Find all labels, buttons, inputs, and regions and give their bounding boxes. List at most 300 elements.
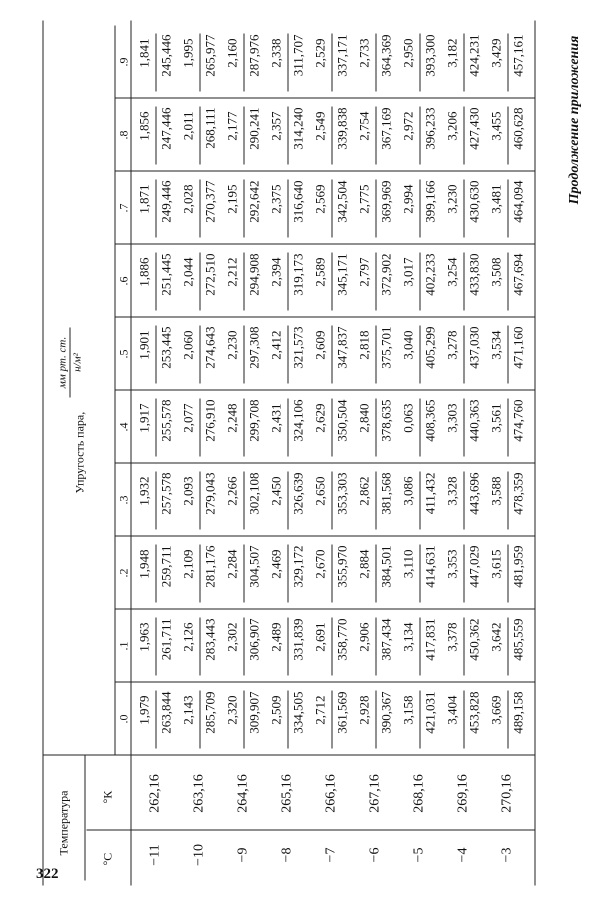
pressure-mmhg: 3,642 xyxy=(488,622,504,652)
pressure-mmhg: 1,901 xyxy=(136,330,152,360)
pressure-cell xyxy=(223,471,269,531)
fraction-bar xyxy=(200,326,201,384)
pressure-pa: 437,030 xyxy=(466,326,482,369)
temperature-pressure-divider xyxy=(43,755,535,756)
pressure-cell xyxy=(267,544,313,604)
fraction-bar xyxy=(200,618,201,676)
pressure-cell xyxy=(223,252,269,312)
fraction-bar xyxy=(244,326,245,384)
fraction-bar xyxy=(420,472,421,530)
pressure-cell xyxy=(267,617,313,677)
pressure-mmhg: 3,278 xyxy=(444,330,460,360)
pressure-mmhg: 2,589 xyxy=(312,257,328,287)
fraction-bar xyxy=(288,107,289,165)
pressure-cell xyxy=(267,325,313,385)
fraction-bar xyxy=(288,34,289,92)
pressure-cell xyxy=(399,544,445,604)
fraction-bar xyxy=(420,34,421,92)
pressure-pa: 249,446 xyxy=(158,180,174,223)
pressure-cell xyxy=(399,690,445,750)
pressure-mmhg: 3,353 xyxy=(444,549,460,579)
pressure-pa: 345,171 xyxy=(334,253,350,296)
pressure-mmhg: 1,917 xyxy=(136,403,152,433)
pressure-pa: 314,240 xyxy=(290,107,306,150)
pressure-pa: 294,908 xyxy=(246,253,262,296)
pressure-mmhg: 3,561 xyxy=(488,403,504,433)
pressure-cell xyxy=(487,106,533,166)
pressure-cell xyxy=(135,398,181,458)
pressure-cell xyxy=(355,33,401,93)
kelvin-cell: 263,16 xyxy=(191,774,207,813)
fraction-bar xyxy=(420,326,421,384)
fraction-bar xyxy=(156,618,157,676)
pressure-mmhg: 2,320 xyxy=(224,695,240,725)
pressure-pa: 489,158 xyxy=(510,691,526,734)
pressure-mmhg: 1,856 xyxy=(136,111,152,141)
pressure-pa: 350,504 xyxy=(334,399,350,442)
decimal-col-header: .6 xyxy=(116,276,131,286)
temperature-subheader-rule xyxy=(85,756,86,881)
fraction-bar xyxy=(376,326,377,384)
fraction-bar xyxy=(156,691,157,749)
pressure-mmhg: 2,357 xyxy=(268,111,284,141)
fraction-bar xyxy=(288,253,289,311)
kelvin-cell: 264,16 xyxy=(235,774,251,813)
pressure-mmhg: 3,134 xyxy=(400,622,416,652)
pressure-cell xyxy=(267,252,313,312)
pressure-cell xyxy=(399,106,445,166)
pressure-cell xyxy=(135,617,181,677)
pressure-cell xyxy=(443,398,489,458)
pressure-pa: 453,828 xyxy=(466,691,482,734)
pressure-cell xyxy=(267,690,313,750)
pressure-cell xyxy=(135,179,181,239)
fraction-bar xyxy=(288,326,289,384)
pressure-cell xyxy=(399,398,445,458)
pressure-cell xyxy=(179,544,225,604)
pressure-cell xyxy=(487,179,533,239)
pressure-pa: 378,635 xyxy=(378,399,394,442)
pressure-cell xyxy=(223,398,269,458)
pressure-pa: 257,578 xyxy=(158,472,174,515)
pressure-cell xyxy=(223,690,269,750)
pressure-pa: 464,094 xyxy=(510,180,526,223)
pressure-mmhg: 2,994 xyxy=(400,184,416,214)
pressure-mmhg: 3,669 xyxy=(488,695,504,725)
decimal-col-header: .7 xyxy=(116,203,131,213)
pressure-mmhg: 2,060 xyxy=(180,330,196,360)
fraction-bar xyxy=(200,107,201,165)
table-top-rule xyxy=(43,21,44,886)
fraction-bar xyxy=(156,34,157,92)
kelvin-cell: 265,16 xyxy=(279,774,295,813)
kelvin-cell: 268,16 xyxy=(411,774,427,813)
pressure-cell xyxy=(179,252,225,312)
decimal-col-header: .0 xyxy=(116,714,131,724)
pressure-mmhg: 3,206 xyxy=(444,111,460,141)
pressure-cell xyxy=(443,33,489,93)
fraction-bar xyxy=(156,253,157,311)
celsius-cell: −7 xyxy=(323,847,339,863)
fraction-bar xyxy=(200,545,201,603)
fraction-bar xyxy=(244,618,245,676)
pressure-cell xyxy=(443,471,489,531)
fraction-bar xyxy=(156,545,157,603)
pressure-cell xyxy=(487,252,533,312)
pressure-mmhg: 2,028 xyxy=(180,184,196,214)
pressure-pa: 433,830 xyxy=(466,253,482,296)
pressure-pa: 381,568 xyxy=(378,472,394,515)
pressure-pa: 292,642 xyxy=(246,180,262,223)
decimal-col-header: .3 xyxy=(116,495,131,505)
pressure-cell xyxy=(487,690,533,750)
pressure-pa: 309,907 xyxy=(246,691,262,734)
pressure-cell xyxy=(267,33,313,93)
fraction-bar xyxy=(244,691,245,749)
pressure-pa: 329,172 xyxy=(290,545,306,588)
pressure-mmhg: 2,797 xyxy=(356,257,372,287)
kelvin-cell: 262,16 xyxy=(147,774,163,813)
fraction-bar xyxy=(508,472,509,530)
pressure-cell xyxy=(355,106,401,166)
fraction-bar xyxy=(376,545,377,603)
kelvin-cell: 266,16 xyxy=(323,774,339,813)
pressure-mmhg: 2,266 xyxy=(224,476,240,506)
pressure-pa: 457,161 xyxy=(510,34,526,77)
pressure-mmhg: 2,143 xyxy=(180,695,196,725)
pressure-cell xyxy=(267,179,313,239)
fraction-bar xyxy=(376,107,377,165)
fraction-bar xyxy=(200,691,201,749)
pressure-cell xyxy=(355,690,401,750)
fraction-bar xyxy=(420,691,421,749)
fraction-bar xyxy=(244,472,245,530)
pressure-cell xyxy=(135,106,181,166)
pressure-mmhg: 3,615 xyxy=(488,549,504,579)
fraction-bar xyxy=(288,618,289,676)
pressure-cell xyxy=(223,179,269,239)
running-head xyxy=(565,20,585,220)
pressure-mmhg: 2,375 xyxy=(268,184,284,214)
fraction-bar xyxy=(332,34,333,92)
pressure-cell xyxy=(135,33,181,93)
pressure-cell xyxy=(223,325,269,385)
pressure-cell xyxy=(311,617,357,677)
pressure-cell xyxy=(399,471,445,531)
fraction-bar xyxy=(420,399,421,457)
fraction-bar xyxy=(464,472,465,530)
pressure-mmhg: 3,040 xyxy=(400,330,416,360)
pressure-cell xyxy=(399,252,445,312)
pressure-pa: 440,363 xyxy=(466,399,482,442)
pressure-pa: 263,844 xyxy=(158,691,174,734)
pressure-cell xyxy=(179,471,225,531)
pressure-mmhg: 2,450 xyxy=(268,476,284,506)
pressure-pa: 265,977 xyxy=(202,34,218,77)
pressure-pa: 474,760 xyxy=(510,399,526,442)
fraction-bar xyxy=(464,545,465,603)
pressure-pa: 478,359 xyxy=(510,472,526,515)
pressure-pa: 384,501 xyxy=(378,545,394,588)
pressure-cell xyxy=(135,325,181,385)
pressure-cell xyxy=(311,544,357,604)
pressure-pa: 347,837 xyxy=(334,326,350,369)
fraction-bar xyxy=(420,618,421,676)
pressure-pa: 411,432 xyxy=(422,472,438,515)
pressure-mmhg: 2,248 xyxy=(224,403,240,433)
pressure-mmhg: 3,182 xyxy=(444,38,460,68)
fraction-bar xyxy=(200,253,201,311)
pressure-pa: 274,643 xyxy=(202,326,218,369)
pressure-unit-mmhg: мм рт. ст. xyxy=(56,336,69,389)
pressure-cell xyxy=(135,471,181,531)
pressure-mmhg: 2,109 xyxy=(180,549,196,579)
fraction-bar xyxy=(244,253,245,311)
pressure-mmhg: 2,077 xyxy=(180,403,196,433)
pressure-pa: 417,831 xyxy=(422,618,438,661)
pressure-pa: 481,959 xyxy=(510,545,526,588)
pressure-cell xyxy=(443,252,489,312)
kelvin-cell: 269,16 xyxy=(455,774,471,813)
fraction-bar xyxy=(464,107,465,165)
pressure-cell xyxy=(179,690,225,750)
pressure-mmhg: 2,972 xyxy=(400,111,416,141)
pressure-mmhg: 2,691 xyxy=(312,622,328,652)
pressure-pa: 319,173 xyxy=(290,253,306,296)
column-divider xyxy=(115,463,535,464)
pressure-cell xyxy=(311,179,357,239)
pressure-mmhg: 3,110 xyxy=(400,549,416,579)
pressure-cell xyxy=(267,398,313,458)
pressure-pa: 321,573 xyxy=(290,326,306,369)
celsius-header: °С xyxy=(100,852,115,866)
pressure-mmhg: 1,841 xyxy=(136,38,152,68)
fraction-bar xyxy=(288,691,289,749)
fraction-bar xyxy=(332,472,333,530)
fraction-bar xyxy=(508,545,509,603)
pressure-cell xyxy=(487,544,533,604)
pressure-cell xyxy=(179,325,225,385)
celsius-cell: −5 xyxy=(411,847,427,863)
pressure-mmhg: 2,712 xyxy=(312,695,328,725)
pressure-mmhg: 1,948 xyxy=(136,549,152,579)
pressure-cell xyxy=(311,325,357,385)
pressure-cell xyxy=(311,252,357,312)
pressure-pa: 276,910 xyxy=(202,399,218,442)
decimal-col-header: .8 xyxy=(116,130,131,140)
fraction-bar xyxy=(508,618,509,676)
pressure-cell xyxy=(311,106,357,166)
pressure-mmhg: 1,871 xyxy=(136,184,152,214)
pressure-cell xyxy=(311,690,357,750)
fraction-bar xyxy=(332,326,333,384)
fraction-bar xyxy=(244,34,245,92)
pressure-mmhg: 2,840 xyxy=(356,403,372,433)
pressure-mmhg: 3,328 xyxy=(444,476,460,506)
fraction-bar xyxy=(288,399,289,457)
pressure-pa: 460,628 xyxy=(510,107,526,150)
pressure-cell xyxy=(443,690,489,750)
decimal-col-header: .2 xyxy=(116,568,131,578)
pressure-pa: 447,029 xyxy=(466,545,482,588)
pressure-cell xyxy=(355,617,401,677)
fraction-bar xyxy=(332,253,333,311)
celsius-kelvin-divider xyxy=(87,830,535,831)
fraction-bar xyxy=(464,326,465,384)
pressure-cell xyxy=(135,252,181,312)
pressure-cell xyxy=(223,106,269,166)
pressure-cell xyxy=(311,471,357,531)
pressure-mmhg: 3,588 xyxy=(488,476,504,506)
pressure-pa: 247,446 xyxy=(158,107,174,150)
fraction-bar xyxy=(332,399,333,457)
pressure-cell xyxy=(487,471,533,531)
pressure-pa: 372,902 xyxy=(378,253,394,296)
column-divider xyxy=(115,98,535,99)
pressure-mmhg: 2,126 xyxy=(180,622,196,652)
kelvin-cell: 270,16 xyxy=(499,774,515,813)
pressure-pa: 443,696 xyxy=(466,472,482,515)
fraction-bar xyxy=(464,34,465,92)
pressure-pa: 421,031 xyxy=(422,691,438,734)
pressure-pa: 367,169 xyxy=(378,107,394,150)
pressure-cell xyxy=(267,106,313,166)
pressure-pa: 467,694 xyxy=(510,253,526,296)
pressure-pa: 414,631 xyxy=(422,545,438,588)
pressure-mmhg: 2,928 xyxy=(356,695,372,725)
decimal-col-header: .9 xyxy=(116,57,131,67)
pressure-pa: 287,976 xyxy=(246,34,262,77)
fraction-bar xyxy=(332,107,333,165)
pressure-mmhg: 2,884 xyxy=(356,549,372,579)
pressure-pa: 272,510 xyxy=(202,253,218,296)
pressure-pa: 290,241 xyxy=(246,107,262,150)
fraction-bar xyxy=(156,472,157,530)
column-divider xyxy=(115,317,535,318)
pressure-mmhg: 3,455 xyxy=(488,111,504,141)
pressure-cell xyxy=(355,398,401,458)
column-divider xyxy=(115,390,535,391)
pressure-mmhg: 2,469 xyxy=(268,549,284,579)
fraction-bar xyxy=(376,253,377,311)
pressure-cell xyxy=(179,617,225,677)
fraction-bar xyxy=(464,399,465,457)
pressure-mmhg: 3,534 xyxy=(488,330,504,360)
pressure-cell xyxy=(355,544,401,604)
fraction-bar xyxy=(464,180,465,238)
fraction-bar xyxy=(332,545,333,603)
pressure-pa: 251,445 xyxy=(158,253,174,296)
pressure-cell xyxy=(179,179,225,239)
pressure-pa: 390,367 xyxy=(378,691,394,734)
column-divider xyxy=(115,171,535,172)
pressure-pa: 281,176 xyxy=(202,545,218,588)
pressure-mmhg: 2,569 xyxy=(312,184,328,214)
fraction-bar xyxy=(244,107,245,165)
pressure-pa: 324,106 xyxy=(290,399,306,442)
pressure-mmhg: 2,044 xyxy=(180,257,196,287)
fraction-bar xyxy=(376,691,377,749)
fraction-bar xyxy=(200,180,201,238)
pressure-pa: 285,709 xyxy=(202,691,218,734)
fraction-bar xyxy=(156,107,157,165)
pressure-mmhg: 2,160 xyxy=(224,38,240,68)
pressure-pa: 450,362 xyxy=(466,618,482,661)
pressure-cell xyxy=(443,544,489,604)
pressure-pa: 259,711 xyxy=(158,545,174,588)
pressure-mmhg: 2,011 xyxy=(180,111,196,141)
pressure-pa: 339,838 xyxy=(334,107,350,150)
pressure-mmhg: 3,429 xyxy=(488,38,504,68)
pressure-pa: 326,639 xyxy=(290,472,306,515)
pressure-cell xyxy=(399,617,445,677)
pressure-pa: 283,443 xyxy=(202,618,218,661)
fraction-bar xyxy=(332,691,333,749)
pressure-mmhg: 2,302 xyxy=(224,622,240,652)
pressure-unit-fraction xyxy=(57,328,84,398)
pressure-cell xyxy=(487,33,533,93)
pressure-pa: 268,111 xyxy=(202,107,218,149)
pressure-unit-pa: н/м² xyxy=(71,353,84,372)
pressure-pa: 427,430 xyxy=(466,107,482,150)
fraction-bar xyxy=(508,691,509,749)
pressure-cell xyxy=(311,398,357,458)
pressure-pa: 337,171 xyxy=(334,34,350,77)
pressure-pa: 399,166 xyxy=(422,180,438,223)
pressure-cell xyxy=(399,325,445,385)
pressure-pa: 297,308 xyxy=(246,326,262,369)
fraction-bar xyxy=(508,253,509,311)
pressure-mmhg: 2,754 xyxy=(356,111,372,141)
pressure-cell xyxy=(179,106,225,166)
pressure-mmhg: 2,431 xyxy=(268,403,284,433)
pressure-cell xyxy=(267,471,313,531)
pressure-pa: 299,708 xyxy=(246,399,262,442)
fraction-bar xyxy=(70,328,71,398)
decimal-col-header: .4 xyxy=(116,422,131,432)
pressure-mmhg: 2,862 xyxy=(356,476,372,506)
pressure-pa: 355,970 xyxy=(334,545,350,588)
pressure-header: Упругость пара, xyxy=(72,411,87,494)
pressure-pa: 364,369 xyxy=(378,34,394,77)
pressure-cell xyxy=(135,544,181,604)
pressure-cell xyxy=(487,398,533,458)
pressure-mmhg: 3,303 xyxy=(444,403,460,433)
pressure-cell xyxy=(179,398,225,458)
pressure-mmhg: 2,549 xyxy=(312,111,328,141)
pressure-cell xyxy=(443,325,489,385)
pressure-mmhg: 2,670 xyxy=(312,549,328,579)
celsius-cell: −10 xyxy=(191,844,207,866)
celsius-cell: −8 xyxy=(279,847,295,863)
pressure-pa: 369,969 xyxy=(378,180,394,223)
pressure-pa: 402,233 xyxy=(422,253,438,296)
celsius-cell: −9 xyxy=(235,847,251,863)
pressure-cell xyxy=(223,544,269,604)
fraction-bar xyxy=(156,326,157,384)
pressure-pa: 396,233 xyxy=(422,107,438,150)
pressure-pa: 302,108 xyxy=(246,472,262,515)
celsius-cell: −4 xyxy=(455,847,471,863)
fraction-bar xyxy=(332,180,333,238)
fraction-bar xyxy=(376,180,377,238)
column-divider xyxy=(115,682,535,683)
pressure-pa: 270,377 xyxy=(202,180,218,223)
pressure-mmhg: 3,404 xyxy=(444,695,460,725)
fraction-bar xyxy=(244,399,245,457)
column-divider xyxy=(115,609,535,610)
celsius-cell: −11 xyxy=(147,844,163,866)
